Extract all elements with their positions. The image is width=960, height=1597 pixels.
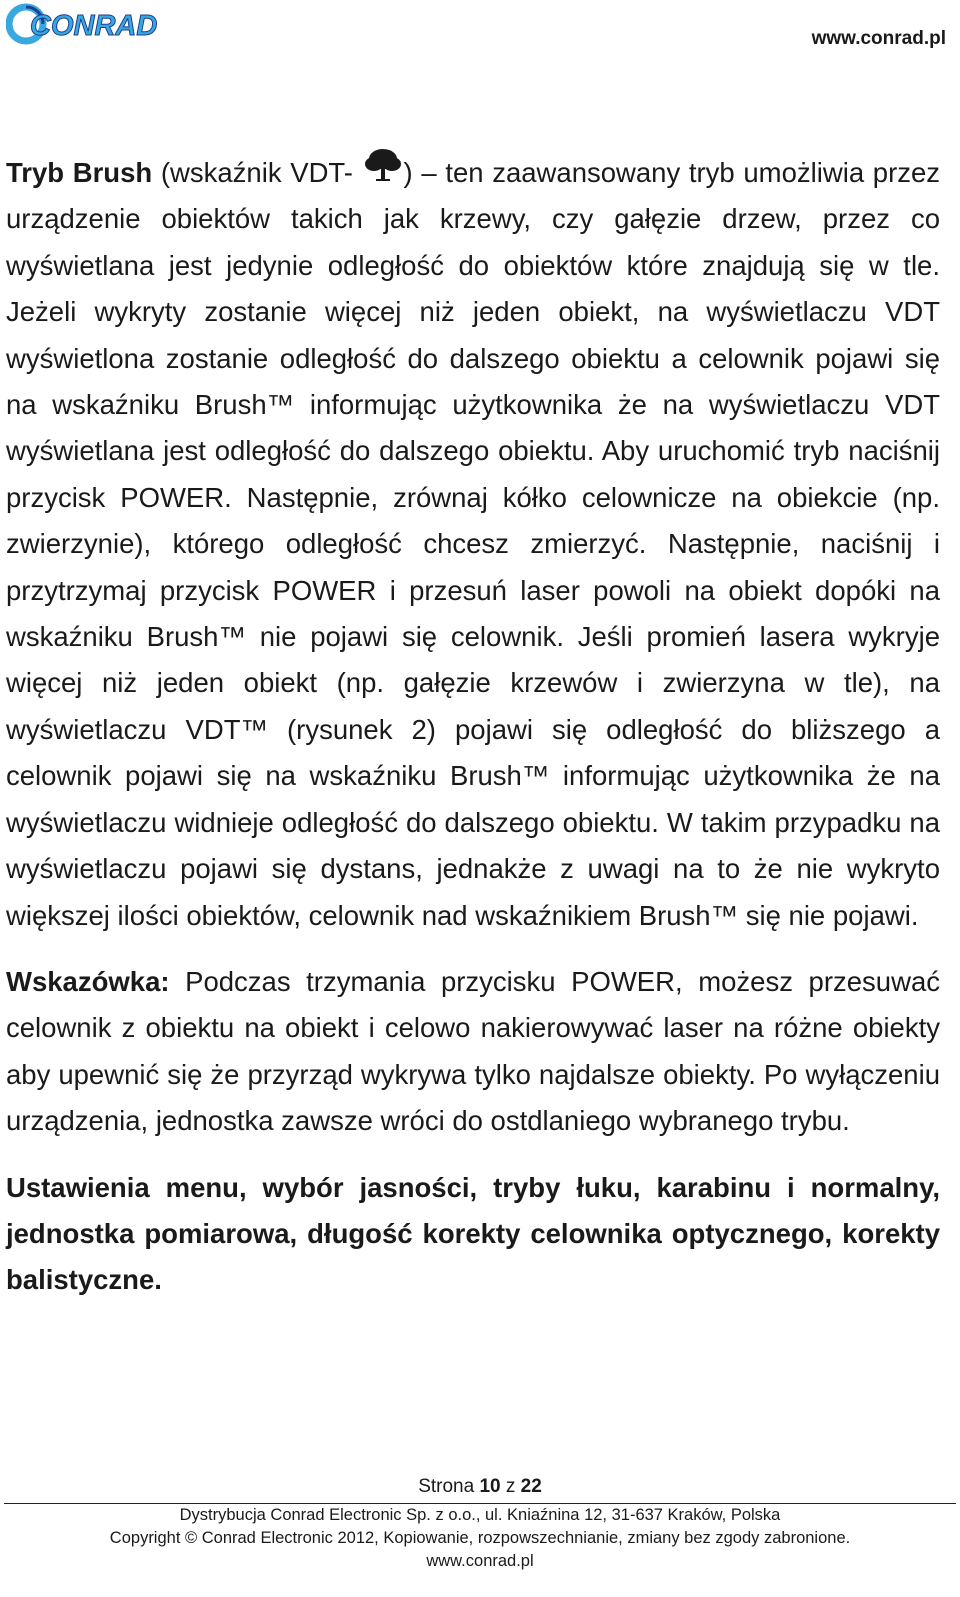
footer-copyright: Copyright © Conrad Electronic 2012, Kopiowanie, rozpowszechnianie, zmiany bez zgody zabronione.: [109, 1529, 851, 1547]
conrad-logo: [6, 2, 166, 46]
brush-intro: (wskaźnik VDT-: [160, 157, 353, 188]
tree-icon: [362, 146, 404, 186]
page-prefix: Strona: [418, 1476, 475, 1497]
tip-paragraph: [6, 959, 940, 1145]
page-current: 10: [479, 1476, 501, 1497]
page-header: [0, 0, 960, 60]
page-footer: [0, 1473, 960, 1573]
page-total: 22: [520, 1476, 542, 1497]
site-url[interactable]: www.conrad.pl: [811, 28, 946, 49]
footer-distribution: Dystrybucja Conrad Electronic Sp. z o.o., ul. Kniaźnina 12, 31-637 Kraków, Polska: [179, 1506, 781, 1524]
menu-settings-heading: Ustawienia menu, wybór jasności, tryby łuku, karabinu i normalny, jednostka pomiarowa, długość korekty celownika optycznego, korekty balistyczne.: [6, 1171, 940, 1296]
brush-body: ) – ten zaawansowany tryb umożliwia przez urządzenie obiektów takich jak krzewy, czy gałęzie drzew, przez co wyświetlana jest jedynie odległość do obiektów które znajdują się w tle. Jeżeli wykryty zostanie więcej niż jeden obiekt, na wyświetlaczu VDT wyświetlona zostanie odległość do dalszego obiektu a celownik pojawi się na wskaźniku Brush™ informując użytkownika że na wyświetlaczu VDT wyświetlana jest odległość do dalszego obiektu. Aby uruchomić tryb naciśnij przycisk POWER. Następnie, zrównaj kółko celownicze na obiekcie (np. zwierzynie), którego odległość chcesz zmierzyć. Następnie, naciśnij i przytrzymaj przycisk POWER i przesuń laser powoli na obiekt dopóki na wskaźniku Brush™ nie pojawi się celownik. Jeśli promień lasera wykryje więcej niż jeden obiekt (np. gałęzie krzewów i zwierzyna w tle), na wyświetlaczu VDT™ (rysunek 2) pojawi się odległość do bliższego a celownik pojawi się na wskaźniku Brush™ informując użytkownika że na wyświetlaczu widnieje odległość do dalszego obiektu. W takim przypadku na wyświetlaczu pojawi się dystans, jednakże z uwagi na to że nie wykryto większej ilości obiektów, celownik nad wskaźnikiem Brush™ się nie pojawi.: [6, 157, 941, 931]
page-sep: z: [505, 1476, 516, 1497]
tip-body: Podczas trzymania przycisku POWER, możesz przesuwać celownik z obiektu na obiekt i celowo nakierowywać laser na różne obiekty aby upewnić się że przyrząd wykrywa tylko najdalsze obiekty. Po wyłączeniu urządzenia, jednostka zawsze wróci do ostdlaniego wybranego trybu.: [6, 965, 940, 1137]
footer-url[interactable]: www.conrad.pl: [426, 1552, 534, 1570]
brush-mode-title: Tryb Brush: [6, 157, 153, 188]
svg-text:CONRAD: CONRAD: [30, 10, 158, 42]
document-body: [6, 146, 940, 1304]
tip-label: Wskazówka:: [6, 965, 170, 997]
brush-mode-paragraph: [6, 146, 940, 939]
page-number: [0, 1473, 960, 1501]
